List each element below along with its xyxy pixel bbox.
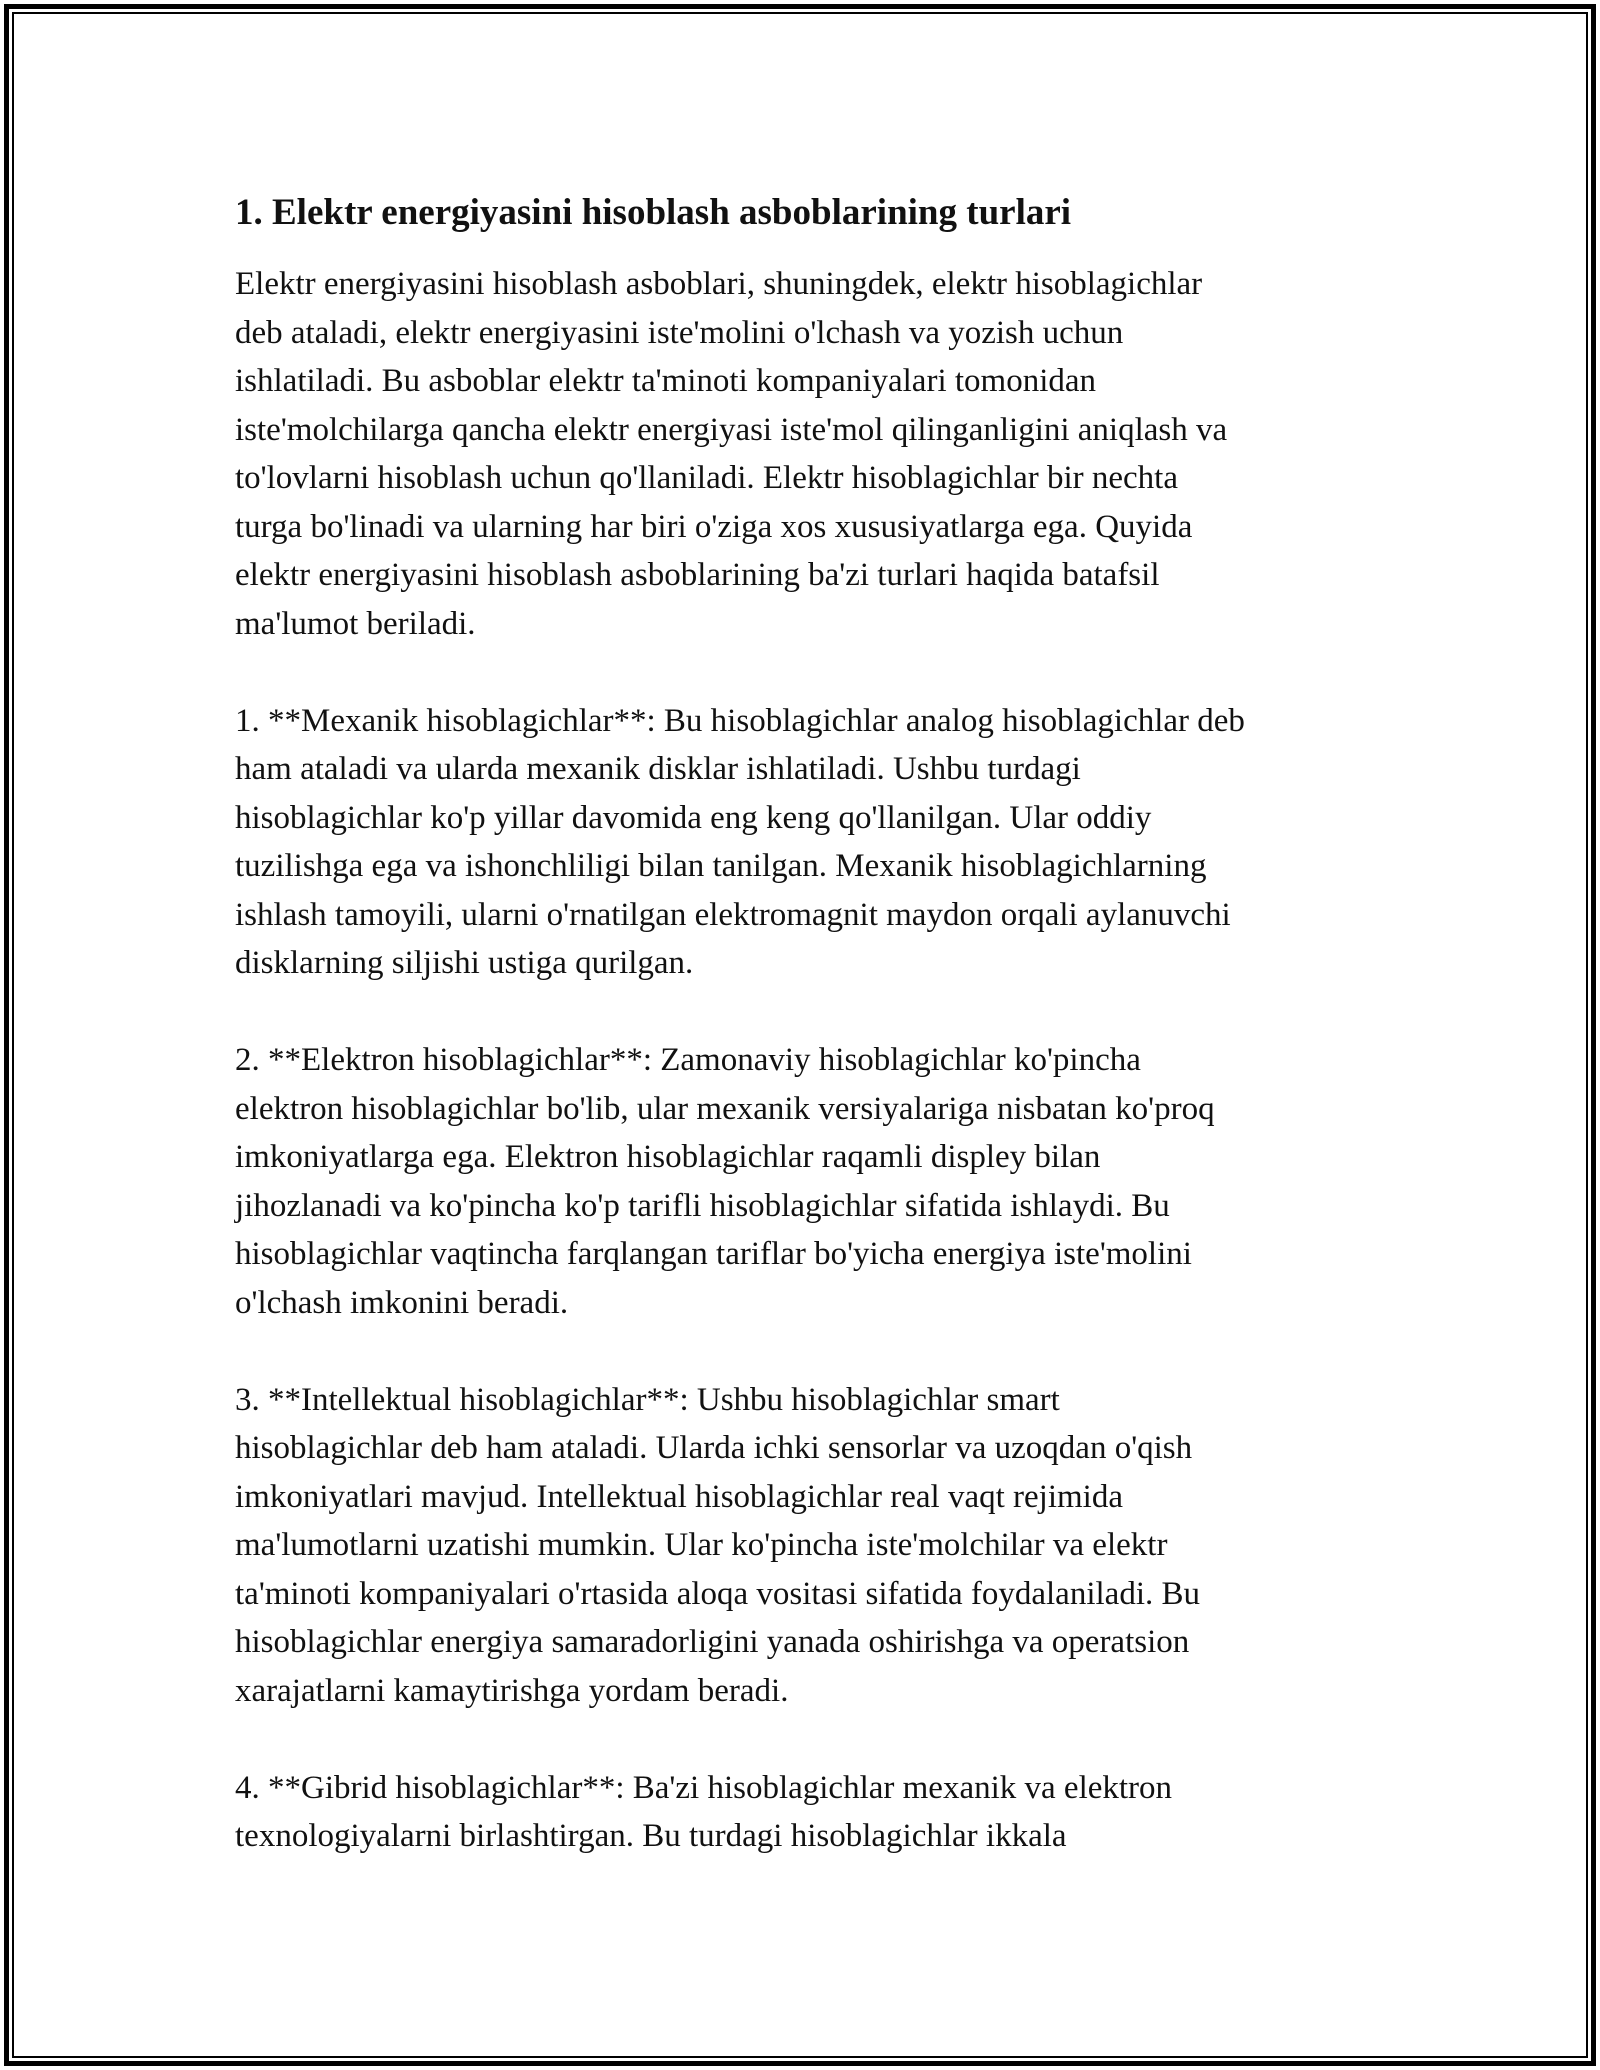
- text-line: 2. **Elektron hisoblagichlar**: Zamonaviy hisoblagichlar ko'pincha: [235, 1042, 1141, 1078]
- text-line: hisoblagichlar deb ham ataladi. Ularda ichki sensorlar va uzoqdan o'qish: [235, 1430, 1193, 1466]
- text-line: ishlash tamoyili, ularni o'rnatilgan elektromagnit maydon orqali aylanuvchi: [235, 896, 1231, 933]
- text-line: ma'lumot beriladi.: [235, 605, 476, 642]
- text-line: xarajatlarni kamaytirishga yordam beradi.: [235, 1672, 789, 1709]
- text-line: disklarning siljishi ustiga qurilgan.: [235, 945, 694, 981]
- section-heading: 1. Elektr energiyasini hisoblash asboblarining turlari: [235, 192, 1072, 233]
- text-line: imkoniyatlari mavjud. Intellektual hisoblagichlar real vaqt rejimida: [235, 1478, 1123, 1515]
- text-line: jihozlanadi va ko'pincha ko'p tarifli hisoblagichlar sifatida ishlaydi. Bu: [235, 1187, 1170, 1224]
- text-line: ma'lumotlarni uzatishi mumkin. Ular ko'pincha iste'molchilar va elektr: [235, 1527, 1168, 1563]
- paragraph-list: [235, 260, 1385, 1861]
- text-line: ishlatiladi. Bu asboblar elektr ta'minoti kompaniyalari tomonidan: [235, 363, 1097, 399]
- text-line: o'lchash imkonini beradi.: [235, 1284, 569, 1321]
- paragraph: [235, 697, 1385, 988]
- text-line: hisoblagichlar ko'p yillar davomida eng keng qo'llanilgan. Ular oddiy: [235, 799, 1152, 836]
- text-line: 4. **Gibrid hisoblagichlar**: Ba'zi hisoblagichlar mexanik va elektron: [235, 1769, 1173, 1806]
- text-line: ham ataladi va ularda mexanik disklar ishlatiladi. Ushbu turdagi: [235, 751, 1081, 787]
- text-line: deb ataladi, elektr energiyasini iste'molini o'lchash va yozish uchun: [235, 314, 1124, 351]
- text-line: hisoblagichlar energiya samaradorligini yanada oshirishga va operatsion: [235, 1624, 1190, 1660]
- text-line: ta'minoti kompaniyalari o'rtasida aloqa vositasi sifatida foydalaniladi. Bu: [235, 1575, 1200, 1612]
- text-line: iste'molchilarga qancha elektr energiyasi iste'mol qilinganligini aniqlash va: [235, 411, 1228, 448]
- paragraph: [235, 260, 1385, 648]
- paragraph: [235, 1036, 1385, 1327]
- text-line: imkoniyatlarga ega. Elektron hisoblagichlar raqamli displey bilan: [235, 1139, 1101, 1175]
- text-line: hisoblagichlar vaqtincha farqlangan tariflar bo'yicha energiya iste'molini: [235, 1236, 1192, 1272]
- paragraph: [235, 1376, 1385, 1716]
- paragraph: [235, 1764, 1385, 1861]
- text-line: 1. **Mexanik hisoblagichlar**: Bu hisoblagichlar analog hisoblagichlar deb: [235, 702, 1245, 739]
- text-line: texnologiyalarni birlashtirgan. Bu turdagi hisoblagichlar ikkala: [235, 1818, 1067, 1854]
- text-line: to'lovlarni hisoblash uchun qo'llaniladi. Elektr hisoblagichlar bir nechta: [235, 460, 1178, 496]
- text-line: tuzilishga ega va ishonchliligi bilan tanilgan. Mexanik hisoblagichlarning: [235, 848, 1207, 884]
- document-body: [235, 188, 1385, 1909]
- text-line: Elektr energiyasini hisoblash asboblari, shuningdek, elektr hisoblagichlar: [235, 266, 1203, 302]
- text-line: 3. **Intellektual hisoblagichlar**: Ushbu hisoblagichlar smart: [235, 1381, 1060, 1418]
- text-line: elektron hisoblagichlar bo'lib, ular mexanik versiyalariga nisbatan ko'proq: [235, 1090, 1215, 1127]
- text-line: turga bo'linadi va ularning har biri o'ziga xos xususiyatlarga ega. Quyida: [235, 508, 1193, 545]
- text-line: elektr energiyasini hisoblash asboblarining ba'zi turlari haqida batafsil: [235, 557, 1160, 593]
